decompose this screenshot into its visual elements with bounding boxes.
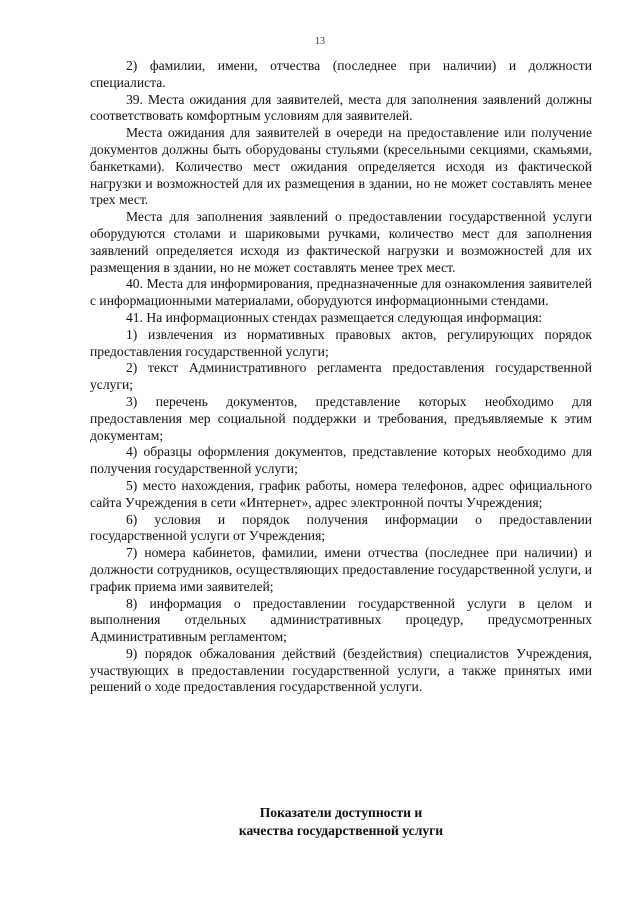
list-item-5: 5) место нахождения, график работы, номера телефонов, адрес официального сайта Учреждения в сети «Интернет», адрес электронной почты Учреждения; <box>90 477 592 510</box>
list-item-6: 6) условия и порядок получения информации о предоставлении государственной услуги от Учреждения; <box>90 511 592 544</box>
list-item-8: 8) информация о предоставлении государственной услуги в целом и выполнения отдельных административных процедур, предусмотренных Административным регламентом; <box>90 595 592 645</box>
list-item-2: 2) текст Административного регламента предоставления государственной услуги; <box>90 360 592 393</box>
paragraph-filling-places: Места для заполнения заявлений о предоставлении государственной услуги оборудуются столами и шариковыми ручками, количество мест для заполнения заявлений определяется исходя из фактической нагрузки и возможностей для их размещения в здании, но не может составлять менее трех мест. <box>90 209 592 275</box>
paragraph-41-info-stands: 41. На информационных стендах размещается следующая информация: <box>126 309 543 325</box>
section-heading-line-1: Показатели доступности и <box>259 805 423 820</box>
list-item-9: 9) порядок обжалования действий (бездействия) специалистов Учреждения, участвующих в предоставлении государственной услуги, а также принятых ими решений о ходе предоставления государственной услуги. <box>90 645 592 695</box>
list-item-1: 1) извлечения из нормативных правовых актов, регулирующих порядок предоставления государственной услуги; <box>90 326 592 359</box>
page-number: 13 <box>315 36 325 47</box>
section-heading <box>90 804 592 840</box>
list-item-3: 3) перечень документов, представление которых необходимо для предоставления мер социальной поддержки и требования, предъявляемые к этим документам; <box>90 393 592 443</box>
paragraph-39-waiting-areas: 39. Места ожидания для заявителей, места для заполнения заявлений должны соответствовать комфортным условиям для заявителей. <box>90 91 592 124</box>
document-body <box>90 58 592 696</box>
section-heading-line-2: качества государственной услуги <box>238 823 444 838</box>
paragraph-waiting-places: Места ожидания для заявителей в очереди на предоставление или получение документов должны быть оборудованы стульями (кресельными секциями, скамьями, банкетками). Количество мест ожидания определяется исходя из фактической нагрузки и возможностей для их размещения в здании, но не может составлять менее трех мест. <box>90 125 592 208</box>
paragraph-40-info-places: 40. Места для информирования, предназначенные для ознакомления заявителей с информационными материалами, оборудуются информационными стендами. <box>90 276 592 309</box>
paragraph-item-2-surname: 2) фамилии, имени, отчества (последнее при наличии) и должности специалиста. <box>90 58 592 90</box>
list-item-7: 7) номера кабинетов, фамилии, имени отчества (последнее при наличии) и должности сотрудников, осуществляющих предоставление государственной услуги, и график приема ими заявителей; <box>90 545 592 594</box>
list-item-4: 4) образцы оформления документов, представление которых необходимо для получения государственной услуги; <box>90 444 592 477</box>
